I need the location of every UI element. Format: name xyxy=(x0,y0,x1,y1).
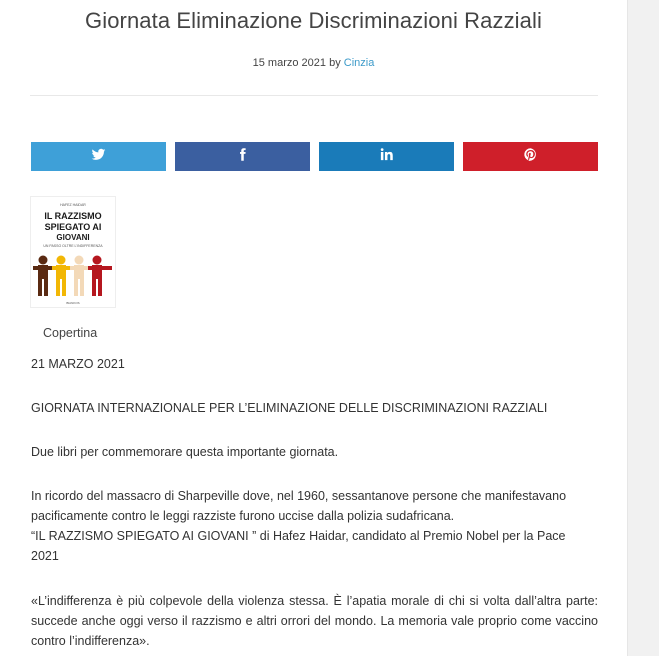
linkedin-icon xyxy=(379,147,394,167)
pinterest-icon xyxy=(523,147,538,167)
post-date: 15 marzo 2021 xyxy=(252,57,327,69)
cover-caption: Copertina xyxy=(43,326,98,340)
cover-title-line2: SPIEGATO AI xyxy=(44,222,102,232)
twitter-icon xyxy=(91,147,106,167)
facebook-icon xyxy=(235,147,250,167)
cover-title-line1: IL RAZZISMO xyxy=(44,211,102,221)
section-heading: GIORNATA INTERNAZIONALE PER L’ELIMINAZIONE DELLE DISCRIMINAZIONI RAZZIALI xyxy=(31,401,548,415)
header-divider xyxy=(30,95,598,96)
sharpeville-line-1: In ricordo del massacro di Sharpeville dove, nel 1960, sessantanove persone che manifestavano xyxy=(31,489,567,503)
share-pinterest-button[interactable] xyxy=(463,142,598,171)
share-linkedin-button[interactable] xyxy=(319,142,454,171)
cover-author: HAFEZ HAIDAR xyxy=(60,203,86,207)
date-line: 21 MARZO 2021 xyxy=(31,357,125,371)
quote-paragraph: «L’indifferenza è più colpevole della violenza stessa. È l’apatia morale di chi si volta dall’altra parte: succede anche oggi verso il razzismo e altri orrori del mondo. La memoria vale proprio come vaccino contro l’indifferenza». xyxy=(31,594,598,648)
share-facebook-button[interactable] xyxy=(175,142,310,171)
share-twitter-button[interactable] xyxy=(31,142,166,171)
author-link[interactable]: Cinzia xyxy=(343,57,375,69)
book-line-2: 2021 xyxy=(31,549,59,563)
cover-subtitle: UN PASSO OLTRE L'INDIFFERENZA xyxy=(43,244,103,248)
post-meta xyxy=(0,57,627,69)
page-title: Giornata Eliminazione Discriminazioni Razziali xyxy=(85,8,542,33)
book-cover-image[interactable] xyxy=(30,196,116,308)
sharpeville-paragraph xyxy=(31,486,598,566)
book-line-1: “IL RAZZISMO SPIEGATO AI GIOVANI ” di Hafez Haidar, candidato al Premio Nobel per la Pace xyxy=(31,529,566,543)
paper-people-illustration xyxy=(33,256,112,297)
cover-title-line3: GIOVANI xyxy=(56,233,90,242)
by-label: by xyxy=(329,57,341,69)
sharpeville-line-2: pacificamente contro le leggi razziste furono uccise dalla polizia sudafricana. xyxy=(31,509,455,523)
intro-paragraph: Due libri per commemorare questa importante giornata. xyxy=(31,445,339,459)
cover-publisher: BIANKOS xyxy=(66,301,80,305)
